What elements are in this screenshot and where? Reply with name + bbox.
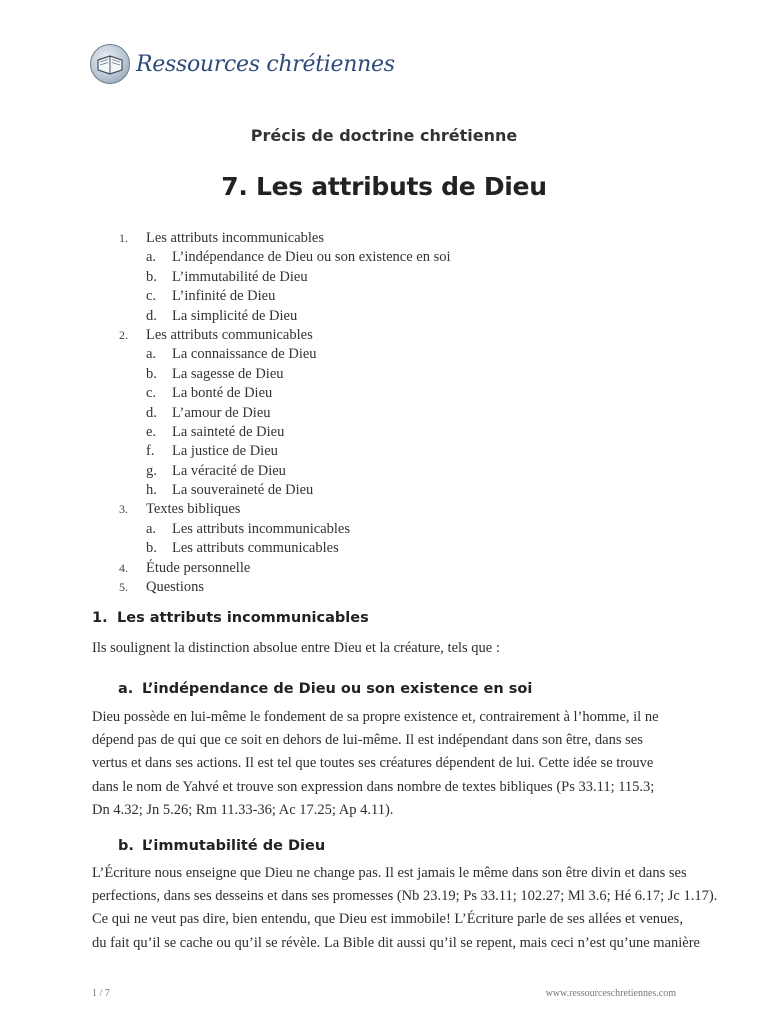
toc-item-label: La véracité de Dieu: [172, 462, 286, 479]
toc-item-label: L’indépendance de Dieu ou son existence en soi: [172, 249, 451, 266]
toc-item-number: 4.: [119, 560, 128, 575]
paragraph-1b: [92, 862, 718, 955]
toc-item[interactable]: [0, 423, 768, 442]
toc-item[interactable]: [0, 442, 768, 461]
toc-item[interactable]: [0, 481, 768, 500]
subsection-title: L’immutabilité de Dieu: [142, 838, 326, 854]
toc-item-number: c.: [146, 385, 157, 402]
toc-item-label: La justice de Dieu: [172, 443, 278, 460]
toc-item-number: b.: [146, 268, 157, 285]
document-title: 7. Les attributs de Dieu: [221, 172, 547, 201]
section-intro: [92, 637, 682, 660]
toc-item-label: Textes bibliques: [146, 501, 241, 518]
toc-item-number: 3.: [119, 502, 128, 517]
toc-item-number: 5.: [119, 580, 128, 595]
paragraph-line: Ce qui ne veut pas dire, bien entendu, que Dieu est immobile! L’Écriture parle de ses allées et venues,: [92, 911, 683, 928]
toc-item-label: La bonté de Dieu: [172, 385, 273, 402]
paragraph-line: L’Écriture nous enseigne que Dieu ne change pas. Il est jamais le même dans son être divin et dans ses: [92, 865, 687, 881]
document-subtitle: Précis de doctrine chrétienne: [250, 126, 518, 145]
toc-item-label: Étude personnelle: [146, 559, 251, 576]
paragraph-line: Dn 4.32; Jn 5.26; Rm 11.33-36; Ac 17.25; Ap 4.11).: [92, 801, 394, 818]
section-heading-1: [92, 610, 369, 626]
toc-item-label: La connaissance de Dieu: [172, 346, 317, 363]
toc-item-label: Les attributs incommunicables: [172, 520, 350, 537]
toc-item-label: L’immutabilité de Dieu: [172, 268, 308, 285]
toc-item-number: f.: [146, 443, 155, 460]
paragraph-line: du fait qu’il se cache ou qu’il se révèle. La Bible dit aussi qu’il se repent, mais ceci n’est qu’une manière: [92, 934, 700, 951]
paragraph-line: dépend pas de qui que ce soit en dehors de lui-même. Il est indépendant dans son être, dans ses: [92, 732, 643, 749]
toc-item-label: L’infinité de Dieu: [172, 288, 276, 305]
toc-item-label: La sagesse de Dieu: [172, 365, 284, 382]
toc-item[interactable]: [0, 384, 768, 403]
subsection-title: L’indépendance de Dieu ou son existence en soi: [142, 681, 533, 697]
toc-item[interactable]: [0, 520, 768, 539]
toc-item[interactable]: [0, 287, 768, 306]
toc-item-number: a.: [146, 249, 157, 266]
paragraph-line: vertus et dans ses actions. Il est tel que toutes ses créatures dépendent de lui. Cette idée se trouve: [92, 755, 654, 772]
toc-item[interactable]: [0, 307, 768, 326]
section-number: 1.: [92, 610, 108, 626]
toc-item[interactable]: [0, 229, 768, 248]
toc-item-number: a.: [146, 346, 157, 363]
toc-item-label: Questions: [146, 579, 204, 596]
toc-item-number: 2.: [119, 327, 128, 342]
toc-item[interactable]: [0, 326, 768, 345]
toc-item-number: e.: [146, 423, 157, 440]
toc-item[interactable]: [0, 365, 768, 384]
subsection-heading-1a: [118, 681, 532, 697]
toc-item-number: h.: [146, 482, 157, 499]
toc-item-number: c.: [146, 288, 157, 305]
toc-item-number: b.: [146, 365, 157, 382]
toc-item-number: g.: [146, 462, 157, 479]
toc-item[interactable]: [0, 462, 768, 481]
paragraph-line: Dieu possède en lui-même le fondement de sa propre existence et, contrairement à l’homme, il ne: [92, 709, 659, 725]
paragraph-line: dans le nom de Yahvé et trouve son expression dans nombre de textes bibliques (Ps 33.11; 115.3;: [92, 778, 655, 795]
subsection-letter: b.: [118, 838, 134, 854]
toc-item[interactable]: [0, 539, 768, 558]
footer-url[interactable]: www.ressourceschretiennes.com: [545, 988, 676, 999]
toc-item-label: L’amour de Dieu: [172, 404, 271, 421]
toc-item-label: Les attributs incommunicables: [146, 230, 324, 246]
book-globe-icon: [90, 44, 130, 84]
table-of-contents: [0, 229, 768, 597]
toc-item[interactable]: [0, 248, 768, 267]
toc-item-label: La souveraineté de Dieu: [172, 482, 314, 499]
toc-item-number: d.: [146, 307, 157, 324]
paragraph-1a: [92, 706, 682, 822]
toc-item-label: Les attributs communicables: [146, 326, 313, 343]
toc-item-number: a.: [146, 520, 157, 537]
brand-name: Ressources chrétiennes: [136, 51, 395, 77]
toc-item-label: La simplicité de Dieu: [172, 307, 298, 324]
toc-item-number: b.: [146, 540, 157, 557]
page-number: 1 / 7: [92, 988, 110, 999]
toc-item[interactable]: [0, 268, 768, 287]
toc-item[interactable]: [0, 404, 768, 423]
subsection-letter: a.: [118, 681, 134, 697]
toc-item-label: La sainteté de Dieu: [172, 423, 285, 440]
toc-item[interactable]: [0, 559, 768, 578]
toc-item[interactable]: [0, 345, 768, 364]
toc-item-label: Les attributs communicables: [172, 540, 339, 557]
paragraph-line: perfections, dans ses desseins et dans ses promesses (Nb 23.19; Ps 33.11; 102.27; Ml 3.6; Hé 6.17; Jc 1.17).: [92, 888, 718, 905]
toc-item[interactable]: [0, 578, 768, 597]
section-title: Les attributs incommunicables: [117, 610, 369, 626]
intro-text: Ils soulignent la distinction absolue entre Dieu et la créature, tels que :: [92, 640, 500, 656]
subsection-heading-1b: [118, 838, 325, 854]
toc-item-number: 1.: [119, 231, 128, 245]
brand-logo[interactable]: [90, 42, 395, 86]
toc-item-number: d.: [146, 404, 157, 421]
toc-item[interactable]: [0, 500, 768, 519]
